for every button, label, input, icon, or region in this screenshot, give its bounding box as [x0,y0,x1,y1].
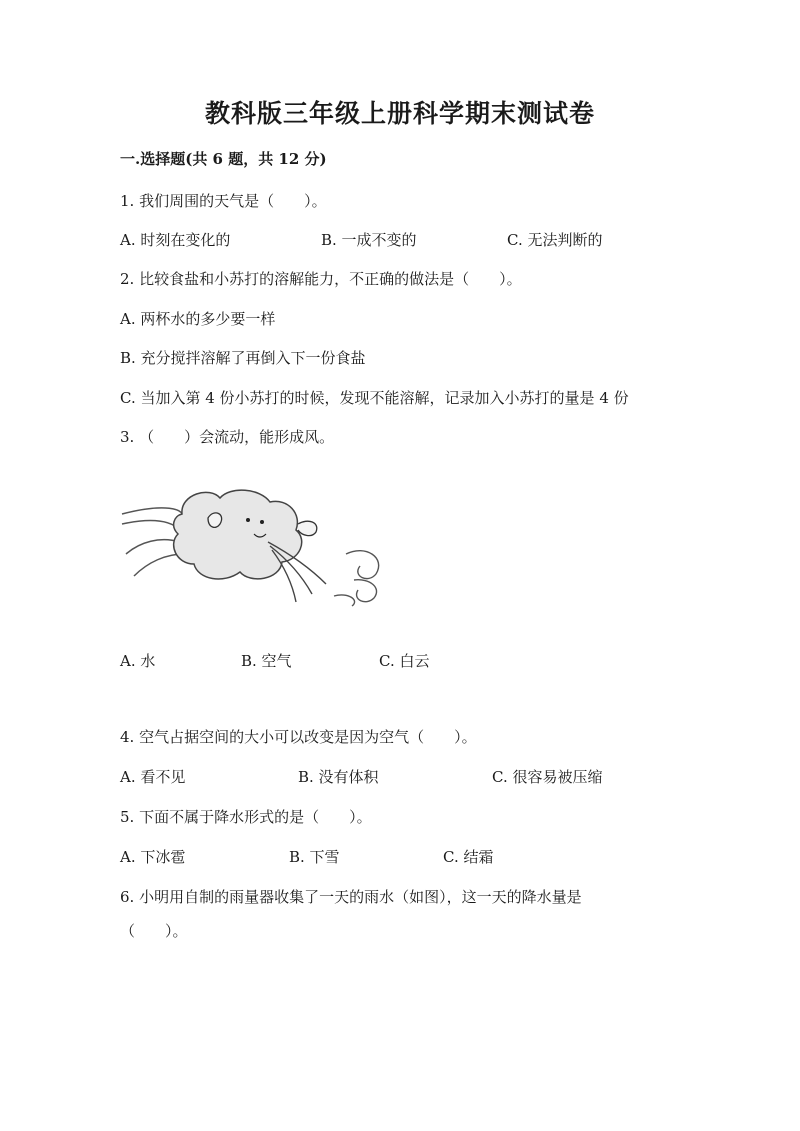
question-1-option-a[interactable]: A. 时刻在变化的 [120,231,231,249]
question-3-option-b[interactable]: B. 空气 [241,652,292,670]
question-1-option-c[interactable]: C. 无法判断的 [507,231,603,249]
section-heading: 一.选择题(共 6 题，共 12 分) [120,150,327,168]
question-6-stem: 6. 小明用自制的雨量器收集了一天的雨水（如图），这一天的降水量是 [120,888,582,906]
wind-cloud-illustration [120,484,398,608]
question-4-option-a[interactable]: A. 看不见 [120,768,186,786]
question-4-stem: 4. 空气占据空间的大小可以改变是因为空气（ ）。 [120,728,477,746]
question-2-stem: 2. 比较食盐和小苏打的溶解能力，不正确的做法是（ ）。 [120,270,522,288]
question-1-stem: 1. 我们周围的天气是（ ）。 [120,192,327,210]
question-2-option-a[interactable]: A. 两杯水的多少要一样 [120,310,276,328]
question-3-option-c[interactable]: C. 白云 [379,652,430,670]
question-5-stem: 5. 下面不属于降水形式的是（ ）。 [120,808,372,826]
question-3-option-a[interactable]: A. 水 [120,652,156,670]
question-5-option-c[interactable]: C. 结霜 [443,848,494,866]
question-6-stem-continued: （ ）。 [120,922,188,940]
question-4-option-c[interactable]: C. 很容易被压缩 [492,768,603,786]
question-3-stem: 3. （ ）会流动，能形成风。 [120,428,335,446]
page-title: 教科版三年级上册科学期末测试卷 [204,99,595,128]
question-1-option-b[interactable]: B. 一成不变的 [321,231,417,249]
question-5-option-a[interactable]: A. 下冰雹 [120,848,186,866]
question-5-option-b[interactable]: B. 下雪 [289,848,340,866]
question-4-option-b[interactable]: B. 没有体积 [298,768,379,786]
question-2-option-b[interactable]: B. 充分搅拌溶解了再倒入下一份食盐 [120,349,366,367]
question-2-option-c[interactable]: C. 当加入第 4 份小苏打的时候，发现不能溶解，记录加入小苏打的量是 4 份 [120,389,629,407]
